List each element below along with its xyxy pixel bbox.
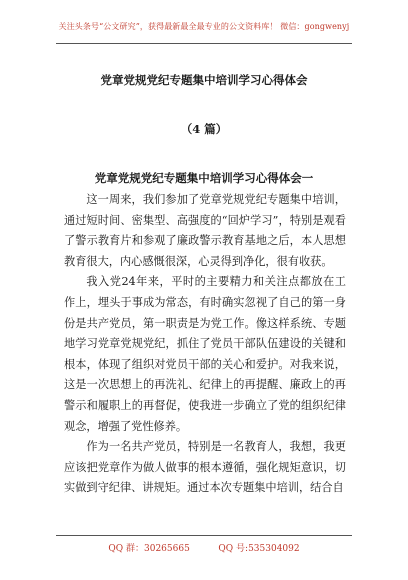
paragraph-3: 作为一名共产党员，特别是一名教育人，我想，我更应该把党章作为做人做事的根本遵循，强化规矩意识，切实做到守纪律、讲规矩。通过本次专题集中培训，结合自 xyxy=(64,440,346,495)
paragraph-1: 这一周来，我们参加了党章党规党纪专题集中培训，通过短时间、密集型、高强度的“回炉学习”，特别是观看了警示教育片和参观了廉政警示教育基地之后，本人思想教育很大，内心感慨很深，心灵得到净化，很有收获。 xyxy=(64,193,346,268)
paragraph-2: 我入党24年来，平时的主要精力和关注点都放在工作上，埋头于事成为常态，有时确实忽视了自己的第一身份是共产党员，第一职责是为党工作。像这样系统、专题地学习党章党规党纪，抓住了党员干部队伍建设的关键和根本，体现了组织对党员干部的关心和爱护。对我来说，这是一次思想上的再洗礼、纪律上的再提醒、廉政上的再警示和履职上的再督促，使我进一步确立了党的组织纪律观念，增强了党性修养。 xyxy=(64,275,346,433)
footer-qq-number: QQ 号:535304092 xyxy=(218,544,300,554)
section-title: 党章党规党纪专题集中培训学习心得体会一 xyxy=(94,171,314,185)
footer-divider xyxy=(56,535,352,536)
header-promo-note: 关注头条号“公文研究”，获得最新最全最专业的公文资料库！ 微信：gongwenyj xyxy=(58,22,350,31)
document-body xyxy=(64,190,346,499)
document-count: （4 篇） xyxy=(180,122,228,136)
footer-contact xyxy=(0,541,408,554)
header-divider xyxy=(56,43,352,44)
footer-qq-group: QQ 群：30265665 xyxy=(108,544,190,554)
document-title: 党章党规党纪专题集中培训学习心得体会 xyxy=(100,73,308,87)
